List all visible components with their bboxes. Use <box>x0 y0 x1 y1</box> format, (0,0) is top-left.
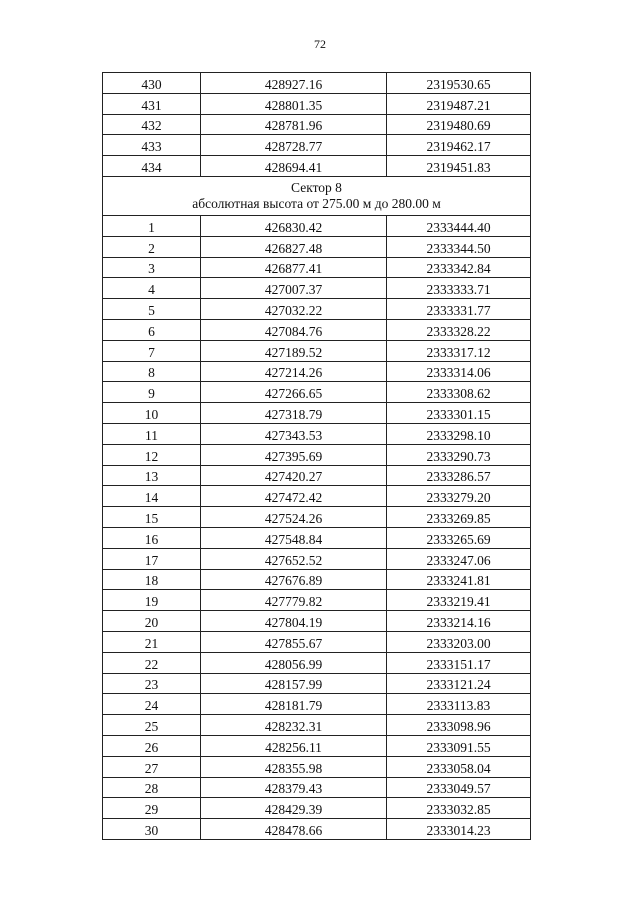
x-coordinate-cell: 428056.99 <box>201 652 387 673</box>
y-coordinate-cell: 2319480.69 <box>387 114 531 135</box>
table-row <box>103 756 531 777</box>
table-row <box>103 403 531 424</box>
x-coordinate-cell: 427318.79 <box>201 403 387 424</box>
y-coordinate-cell: 2319451.83 <box>387 156 531 177</box>
y-coordinate-cell: 2333032.85 <box>387 798 531 819</box>
y-coordinate-cell: 2333298.10 <box>387 423 531 444</box>
y-coordinate-cell: 2333279.20 <box>387 486 531 507</box>
point-number-cell: 13 <box>103 465 201 486</box>
point-number-cell: 27 <box>103 756 201 777</box>
point-number-cell: 2 <box>103 236 201 257</box>
point-number-cell: 24 <box>103 694 201 715</box>
point-number-cell: 9 <box>103 382 201 403</box>
table-row <box>103 278 531 299</box>
table-row <box>103 735 531 756</box>
y-coordinate-cell: 2333219.41 <box>387 590 531 611</box>
point-number-cell: 430 <box>103 73 201 94</box>
y-coordinate-cell: 2333203.00 <box>387 631 531 652</box>
table-body-sector-8 <box>103 215 531 839</box>
x-coordinate-cell: 427214.26 <box>201 361 387 382</box>
point-number-cell: 15 <box>103 507 201 528</box>
x-coordinate-cell: 428429.39 <box>201 798 387 819</box>
y-coordinate-cell: 2333121.24 <box>387 673 531 694</box>
y-coordinate-cell: 2333241.81 <box>387 569 531 590</box>
y-coordinate-cell: 2333269.85 <box>387 507 531 528</box>
x-coordinate-cell: 427676.89 <box>201 569 387 590</box>
x-coordinate-cell: 428256.11 <box>201 735 387 756</box>
x-coordinate-cell: 428927.16 <box>201 73 387 94</box>
y-coordinate-cell: 2333290.73 <box>387 444 531 465</box>
y-coordinate-cell: 2319530.65 <box>387 73 531 94</box>
point-number-cell: 433 <box>103 135 201 156</box>
x-coordinate-cell: 428232.31 <box>201 715 387 736</box>
x-coordinate-cell: 427548.84 <box>201 527 387 548</box>
y-coordinate-cell: 2333333.71 <box>387 278 531 299</box>
table-row <box>103 590 531 611</box>
y-coordinate-cell: 2333058.04 <box>387 756 531 777</box>
y-coordinate-cell: 2333091.55 <box>387 735 531 756</box>
x-coordinate-cell: 428478.66 <box>201 819 387 840</box>
table-row <box>103 694 531 715</box>
point-number-cell: 18 <box>103 569 201 590</box>
table-row <box>103 340 531 361</box>
point-number-cell: 29 <box>103 798 201 819</box>
x-coordinate-cell: 427395.69 <box>201 444 387 465</box>
x-coordinate-cell: 426830.42 <box>201 215 387 236</box>
table-row <box>103 257 531 278</box>
y-coordinate-cell: 2333317.12 <box>387 340 531 361</box>
x-coordinate-cell: 428728.77 <box>201 135 387 156</box>
table-row <box>103 361 531 382</box>
point-number-cell: 6 <box>103 319 201 340</box>
x-coordinate-cell: 426827.48 <box>201 236 387 257</box>
point-number-cell: 432 <box>103 114 201 135</box>
table-row <box>103 569 531 590</box>
y-coordinate-cell: 2333301.15 <box>387 403 531 424</box>
table-row <box>103 135 531 156</box>
point-number-cell: 20 <box>103 611 201 632</box>
x-coordinate-cell: 428157.99 <box>201 673 387 694</box>
point-number-cell: 28 <box>103 777 201 798</box>
table-row <box>103 673 531 694</box>
point-number-cell: 17 <box>103 548 201 569</box>
y-coordinate-cell: 2333314.06 <box>387 361 531 382</box>
y-coordinate-cell: 2333113.83 <box>387 694 531 715</box>
table-row <box>103 215 531 236</box>
point-number-cell: 11 <box>103 423 201 444</box>
point-number-cell: 4 <box>103 278 201 299</box>
x-coordinate-cell: 427266.65 <box>201 382 387 403</box>
table-row <box>103 548 531 569</box>
x-coordinate-cell: 427007.37 <box>201 278 387 299</box>
table-row <box>103 611 531 632</box>
point-number-cell: 434 <box>103 156 201 177</box>
y-coordinate-cell: 2319487.21 <box>387 93 531 114</box>
table-row <box>103 423 531 444</box>
x-coordinate-cell: 427779.82 <box>201 590 387 611</box>
point-number-cell: 22 <box>103 652 201 673</box>
point-number-cell: 16 <box>103 527 201 548</box>
point-number-cell: 30 <box>103 819 201 840</box>
table-row <box>103 777 531 798</box>
point-number-cell: 19 <box>103 590 201 611</box>
point-number-cell: 14 <box>103 486 201 507</box>
table-row <box>103 507 531 528</box>
x-coordinate-cell: 427855.67 <box>201 631 387 652</box>
table-row <box>103 299 531 320</box>
x-coordinate-cell: 428355.98 <box>201 756 387 777</box>
table-row <box>103 486 531 507</box>
y-coordinate-cell: 2333331.77 <box>387 299 531 320</box>
table-row <box>103 114 531 135</box>
x-coordinate-cell: 428781.96 <box>201 114 387 135</box>
x-coordinate-cell: 427189.52 <box>201 340 387 361</box>
point-number-cell: 8 <box>103 361 201 382</box>
coordinates-table <box>102 72 531 840</box>
x-coordinate-cell: 427524.26 <box>201 507 387 528</box>
table-row <box>103 382 531 403</box>
y-coordinate-cell: 2319462.17 <box>387 135 531 156</box>
y-coordinate-cell: 2333344.50 <box>387 236 531 257</box>
y-coordinate-cell: 2333247.06 <box>387 548 531 569</box>
x-coordinate-cell: 427343.53 <box>201 423 387 444</box>
point-number-cell: 3 <box>103 257 201 278</box>
point-number-cell: 10 <box>103 403 201 424</box>
point-number-cell: 21 <box>103 631 201 652</box>
x-coordinate-cell: 427804.19 <box>201 611 387 632</box>
y-coordinate-cell: 2333342.84 <box>387 257 531 278</box>
x-coordinate-cell: 427420.27 <box>201 465 387 486</box>
sector-header-group <box>103 176 531 215</box>
y-coordinate-cell: 2333328.22 <box>387 319 531 340</box>
y-coordinate-cell: 2333308.62 <box>387 382 531 403</box>
page-number: 72 <box>314 37 326 51</box>
point-number-cell: 431 <box>103 93 201 114</box>
table-row <box>103 319 531 340</box>
table-row <box>103 527 531 548</box>
point-number-cell: 25 <box>103 715 201 736</box>
y-coordinate-cell: 2333098.96 <box>387 715 531 736</box>
table-row <box>103 652 531 673</box>
x-coordinate-cell: 428694.41 <box>201 156 387 177</box>
point-number-cell: 23 <box>103 673 201 694</box>
y-coordinate-cell: 2333151.17 <box>387 652 531 673</box>
x-coordinate-cell: 426877.41 <box>201 257 387 278</box>
point-number-cell: 1 <box>103 215 201 236</box>
y-coordinate-cell: 2333265.69 <box>387 527 531 548</box>
x-coordinate-cell: 427472.42 <box>201 486 387 507</box>
sector-header-cell <box>103 176 531 215</box>
point-number-cell: 26 <box>103 735 201 756</box>
x-coordinate-cell: 427084.76 <box>201 319 387 340</box>
y-coordinate-cell: 2333214.16 <box>387 611 531 632</box>
x-coordinate-cell: 428379.43 <box>201 777 387 798</box>
table-row <box>103 631 531 652</box>
table-row <box>103 465 531 486</box>
sector-title: Сектор 8 <box>291 179 342 195</box>
point-number-cell: 5 <box>103 299 201 320</box>
table-body-previous-sector <box>103 73 531 177</box>
table-row <box>103 156 531 177</box>
x-coordinate-cell: 428801.35 <box>201 93 387 114</box>
y-coordinate-cell: 2333049.57 <box>387 777 531 798</box>
table-row <box>103 798 531 819</box>
table-row <box>103 715 531 736</box>
table-row <box>103 73 531 94</box>
x-coordinate-cell: 427652.52 <box>201 548 387 569</box>
sector-subtitle: абсолютная высота от 275.00 м до 280.00 м <box>192 195 441 211</box>
point-number-cell: 7 <box>103 340 201 361</box>
table-row <box>103 236 531 257</box>
x-coordinate-cell: 428181.79 <box>201 694 387 715</box>
y-coordinate-cell: 2333286.57 <box>387 465 531 486</box>
table-row <box>103 93 531 114</box>
x-coordinate-cell: 427032.22 <box>201 299 387 320</box>
y-coordinate-cell: 2333444.40 <box>387 215 531 236</box>
point-number-cell: 12 <box>103 444 201 465</box>
table-row <box>103 819 531 840</box>
y-coordinate-cell: 2333014.23 <box>387 819 531 840</box>
table-row <box>103 444 531 465</box>
sector-header-row <box>103 176 531 215</box>
